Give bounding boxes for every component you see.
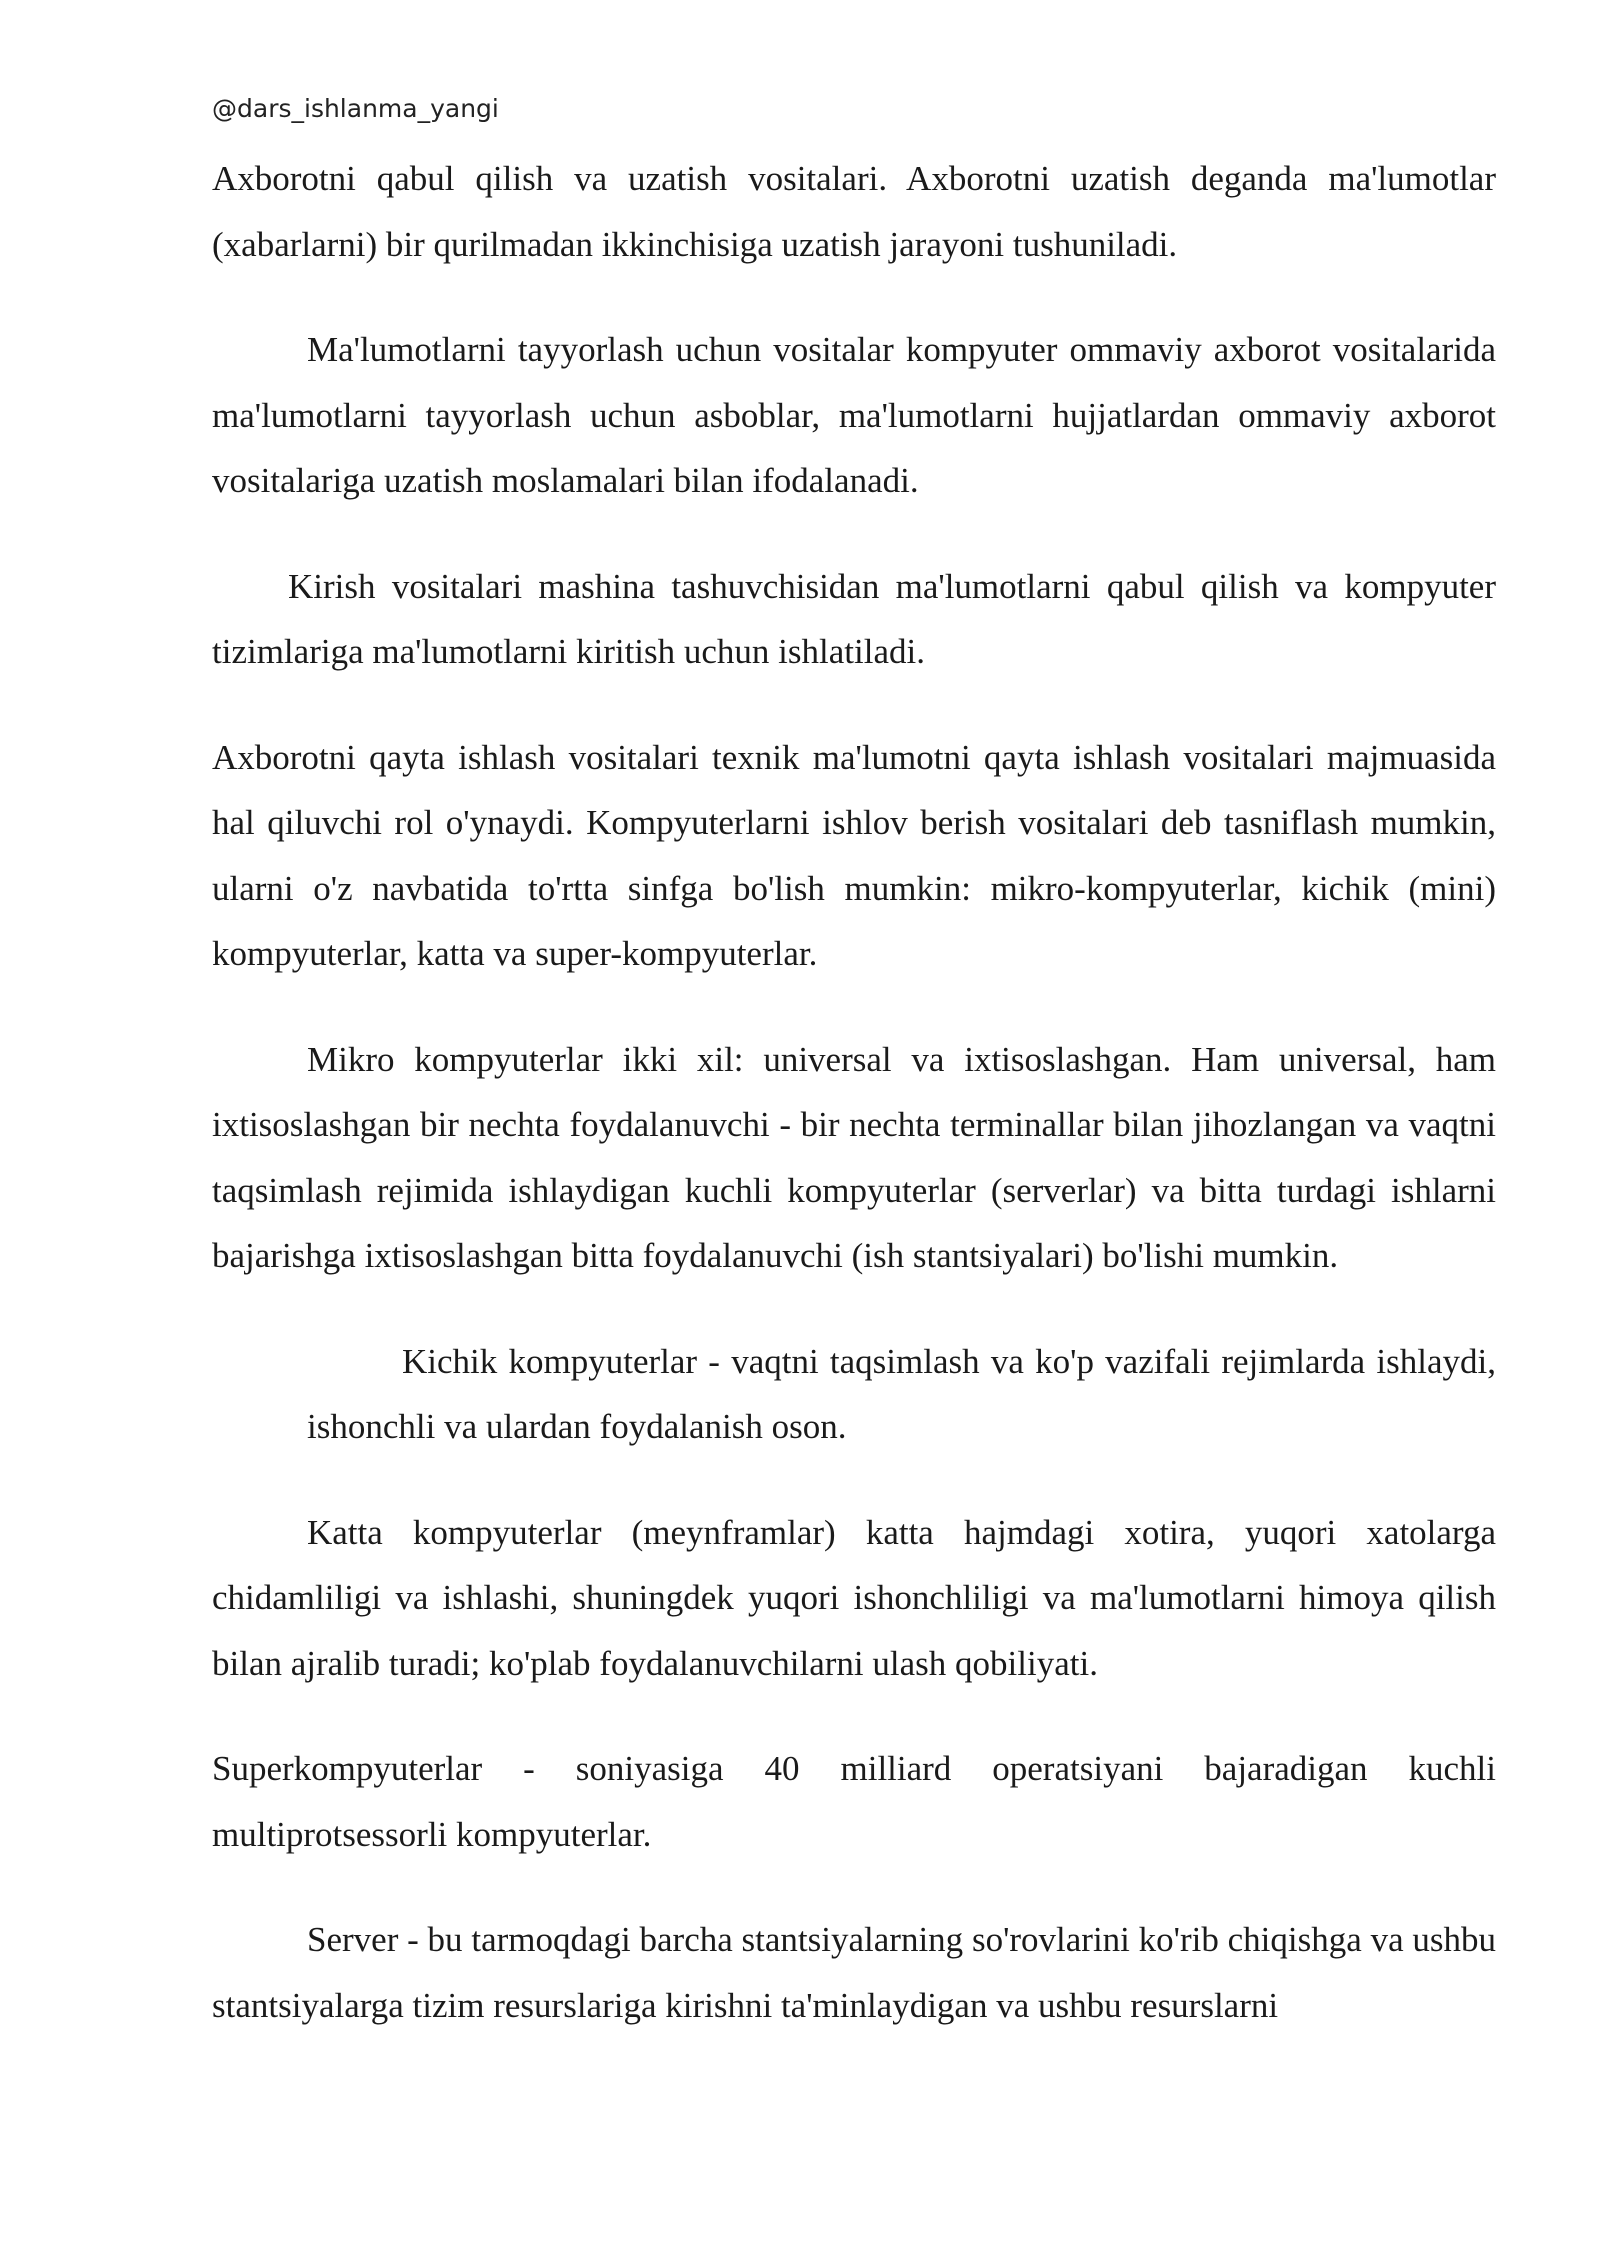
paragraph-server: Server - bu tarmoqdagi barcha stantsiyalarning so'rovlarini ko'rib chiqishga va ushbu stantsiyalarga tizim resurslariga kirishni ta'minlaydigan va ushbu resurslarni (212, 1920, 1496, 2025)
paragraph-mini: Kichik kompyuterlar - vaqtni taqsimlash va ko'p vazifali rejimlarda ishlaydi, ishonchli va ulardan foydalanish oson. (307, 1341, 1496, 1446)
page-header: @dars_ishlanma_yangi (212, 94, 499, 123)
paragraph-preparation: Ma'lumotlarni tayyorlash uchun vositalar kompyuter ommaviy axborot vositalarida ma'lumotlarni tayyorlash uchun asboblar, ma'lumotlarni hujjatlardan ommaviy axborot vositalariga uzatish moslamalari bilan ifodalanadi. (212, 330, 1496, 500)
paragraph-mainframe: Katta kompyuterlar (meynframlar) katta hajmdagi xotira, yuqori xatolarga chidamliligi va ishlashi, shuningdek yuqori ishonchliligi va ma'lumotlarni himoya qilish bilan ajralib turadi; ko'plab foydalanuvchilarni ulash qobiliyati. (212, 1512, 1496, 1683)
paragraph-micro: Mikro kompyuterlar ikki xil: universal va ixtisoslashgan. Ham universal, ham ixtisoslashgan bir nechta foydalanuvchi - bir nechta terminallar bilan jihozlangan va vaqtni taqsimlash rejimida ishlaydigan kuchli kompyuterlar (serverlar) va bitta turdagi ishlarni bajarishga ixtisoslashgan bitta foydalanuvchi (ish stantsiyalari) bo'lishi mumkin. (212, 1039, 1496, 1275)
paragraph-super: Superkompyuterlar - soniyasiga 40 milliard operatsiyani bajaradigan kuchli multiprotsessorli kompyuterlar. (212, 1749, 1496, 1854)
document-body (212, 146, 1496, 2078)
paragraph-processing: Axborotni qayta ishlash vositalari texnik ma'lumotni qayta ishlash vositalari majmuasida hal qiluvchi rol o'ynaydi. Kompyuterlarni ishlov berish vositalari deb tasniflash mumkin, ularni o'z navbatida to'rtta sinfga bo'lish mumkin: mikro-kompyuterlar, kichik (mini) kompyuterlar, katta va super-kompyuterlar. (212, 737, 1496, 973)
paragraph-input: Kirish vositalari mashina tashuvchisidan ma'lumotlarni qabul qilish va kompyuter tizimlariga ma'lumotlarni kiritish uchun ishlatiladi. (212, 566, 1496, 671)
paragraph-transmission: Axborotni qabul qilish va uzatish vositalari. Axborotni uzatish deganda ma'lumotlar (xabarlarni) bir qurilmadan ikkinchisiga uzatish jarayoni tushuniladi. (212, 159, 1496, 264)
